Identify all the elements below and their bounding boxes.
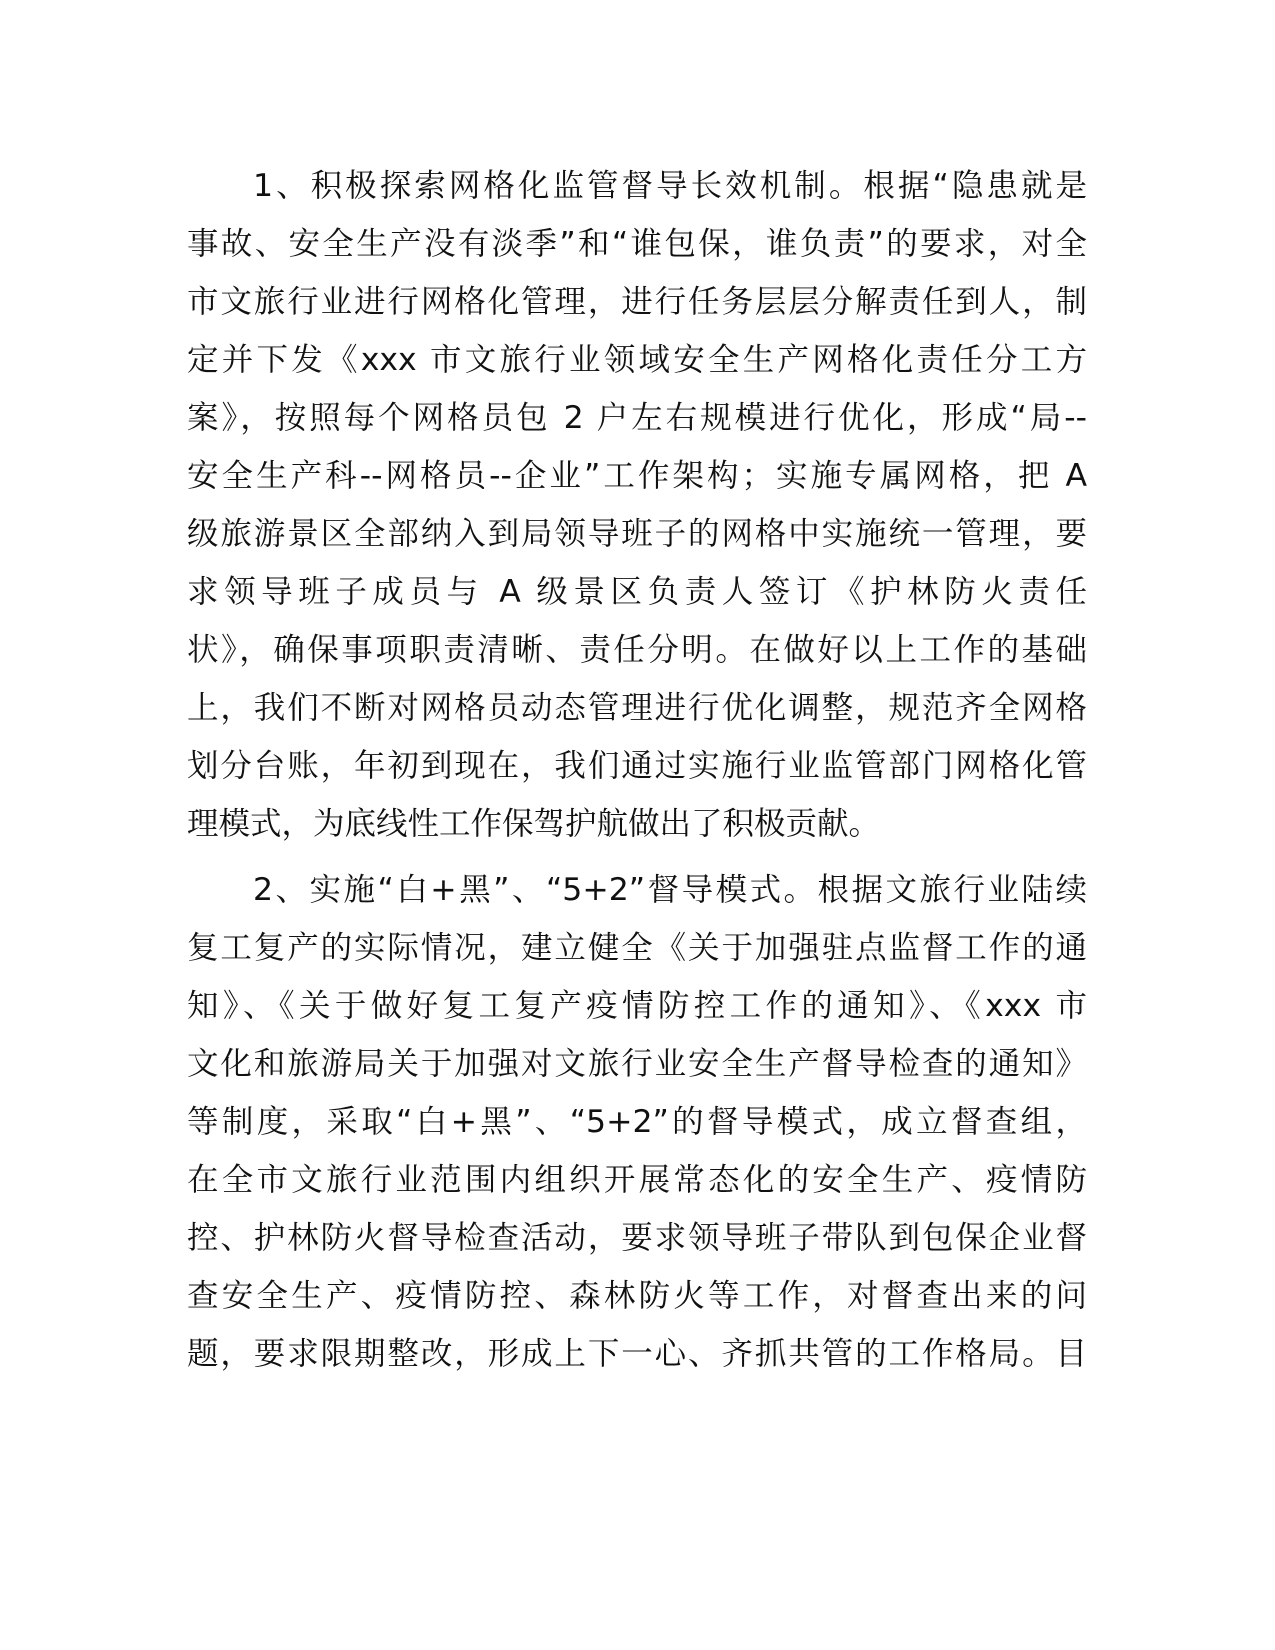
text-line: 复工复产的实际情况，建立健全《关于加强驻点监督工作的通 xyxy=(187,930,1087,966)
text-line: 控、护林防火督导检查活动，要求领导班子带队到包保企业督 xyxy=(187,1220,1087,1256)
text-line: 级旅游景区全部纳入到局领导班子的网格中实施统一管理，要 xyxy=(187,516,1087,552)
text-line: 划分台账，年初到现在，我们通过实施行业监管部门网格化管 xyxy=(187,748,1087,784)
text-line: 等制度，采取“白+黑”、“5+2”的督导模式，成立督查组， xyxy=(187,1104,1087,1140)
text-line: 状》，确保事项职责清晰、责任分明。在做好以上工作的基础 xyxy=(187,632,1087,668)
text-line: 1、积极探索网格化监管督导长效机制。根据“隐患就是 xyxy=(253,168,1087,204)
text-line: 查安全生产、疫情防控、森林防火等工作，对督查出来的问 xyxy=(187,1278,1087,1314)
text-line: 2、实施“白+黑”、“5+2”督导模式。根据文旅行业陆续 xyxy=(253,872,1087,908)
document-body xyxy=(187,157,1087,1383)
paragraph-spacer xyxy=(187,853,1087,861)
text-line: 上，我们不断对网格员动态管理进行优化调整，规范齐全网格 xyxy=(187,690,1087,726)
text-line: 理模式，为底线性工作保驾护航做出了积极贡献。 xyxy=(187,806,881,842)
text-line: 在全市文旅行业范围内组织开展常态化的安全生产、疫情防 xyxy=(187,1162,1087,1198)
text-line: 定并下发《xxx 市文旅行业领域安全生产网格化责任分工方 xyxy=(187,342,1087,378)
text-line: 市文旅行业进行网格化管理，进行任务层层分解责任到人，制 xyxy=(187,284,1087,320)
text-line: 题，要求限期整改，形成上下一心、齐抓共管的工作格局。目 xyxy=(187,1336,1087,1372)
paragraph-1 xyxy=(187,157,1087,853)
text-line: 安全生产科--网格员--企业”工作架构；实施专属网格，把 A xyxy=(187,458,1087,494)
paragraph-2 xyxy=(187,861,1087,1383)
text-line: 文化和旅游局关于加强对文旅行业安全生产督导检查的通知》 xyxy=(187,1046,1087,1082)
text-line: 知》、《关于做好复工复产疫情防控工作的通知》、《xxx 市 xyxy=(187,988,1087,1024)
text-line: 案》，按照每个网格员包 2 户左右规模进行优化，形成“局-- xyxy=(187,400,1087,436)
text-line: 求领导班子成员与 A 级景区负责人签订《护林防火责任 xyxy=(187,574,1087,610)
text-line: 事故、安全生产没有淡季”和“谁包保，谁负责”的要求，对全 xyxy=(187,226,1087,262)
